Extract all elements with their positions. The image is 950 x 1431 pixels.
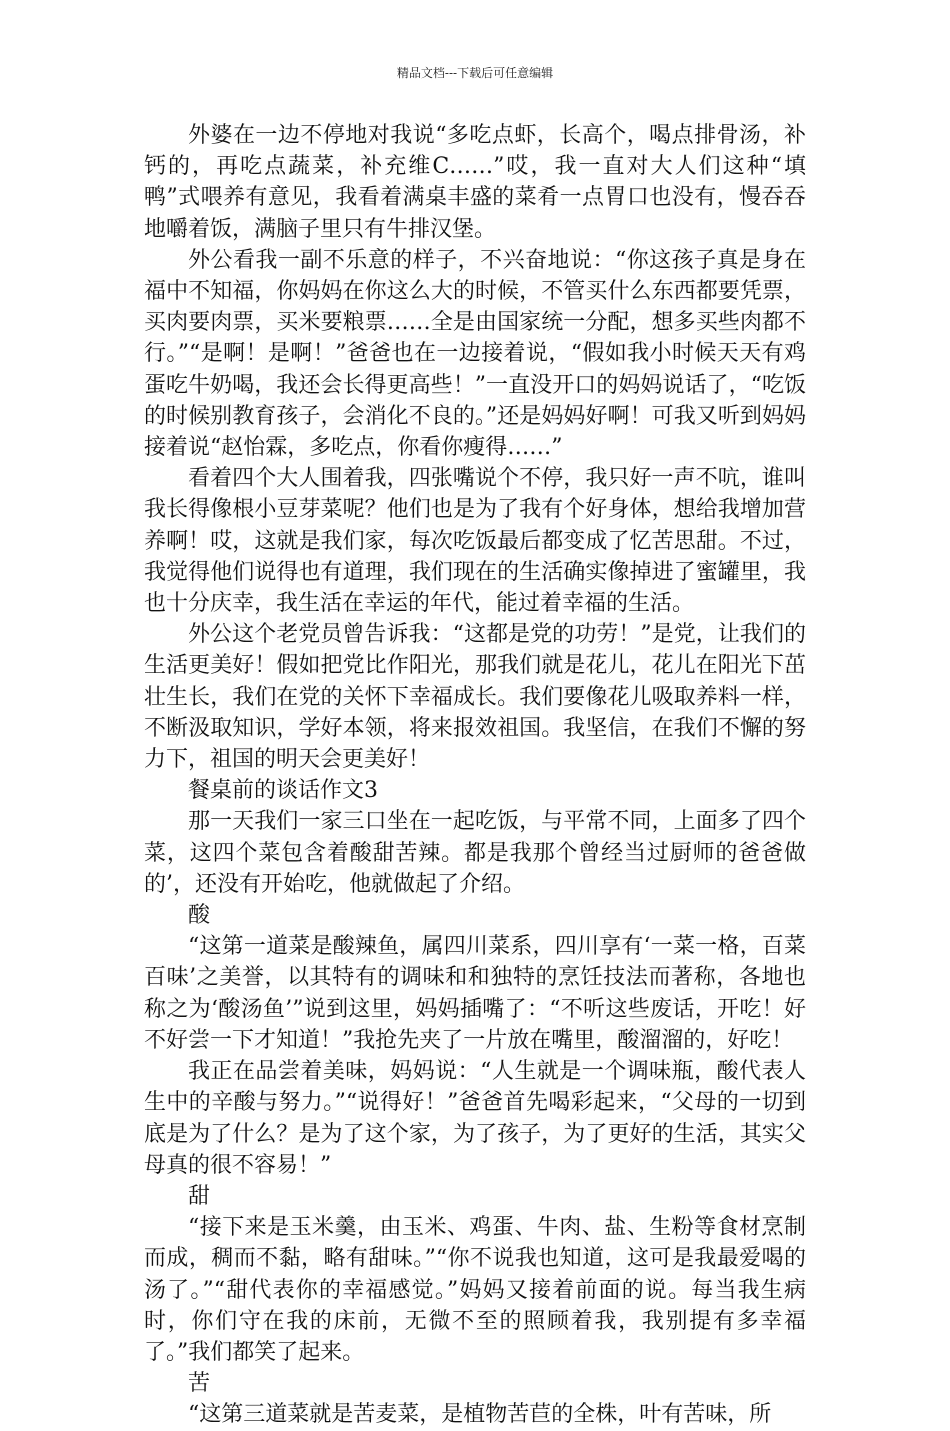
paragraph-4: 外公这个老党员曾告诉我：“这都是党的功劳！”是党，让我们的生活更美好！假如把党比作阳光，那我们就是花儿，花儿在阳光下茁壮生长，我们在党的关怀下幸福成长。我们要像花儿吸取养料一样，不断汲取知识，学好本领，将来报效祖国。我坚信，在我们不懈的努力下，祖国的明天会更美好！ <box>144 622 806 773</box>
paragraph-2: 外公看我一副不乐意的样子，不兴奋地说：“你这孩子真是身在福中不知福，你妈妈在你这么大的时候，不管买什么东西都要凭票，买肉要肉票，买米要粮票……全是由国家统一分配，想多买些肉都不行。”“是啊！是啊！”爸爸也在一边接着说，“假如我小时候天天有鸡蛋吃牛奶喝，我还会长得更高些！”一直没开口的妈妈说话了，“吃饭的时候别教育孩子，会消化不良的。”还是妈妈好啊！可我又听到妈妈接着说“赵怡霖，多吃点，你看你瘦得……” <box>144 247 806 461</box>
sour-paragraph-1: “这第一道菜是酸辣鱼，属四川菜系，四川享有‘一菜一格，百菜百味’之美誉，以其特有的调味和和独特的烹饪技法而著称，各地也称之为‘酸汤鱼’”说到这里，妈妈插嘴了：“不听这些废话，开吃！好不好尝一下才知道！”我抢先夹了一片放在嘴里，酸溜溜的，好吃！ <box>144 934 806 1053</box>
bitter-label: 苦 <box>188 1371 211 1397</box>
paragraph-1: 外婆在一边不停地对我说“多吃点虾，长高个，喝点排骨汤，补钙的，再吃点蔬菜，补充维C……”哎，我一直对大人们这种“填鸭”式喂养有意见，我看着满桌丰盛的菜肴一点胃口也没有，慢吞吞地嚼着饭，满脑子里只有牛排汉堡。 <box>144 123 806 242</box>
paragraph-3: 看着四个大人围着我，四张嘴说个不停，我只好一声不吭，谁叫我长得像根小豆芽菜呢？他们也是为了我有个好身体，想给我增加营养啊！哎，这就是我们家，每次吃饭最后都变成了忆苦思甜。不过，我觉得他们说得也有道理，我们现在的生活确实像掉进了蜜罐里，我也十分庆幸，我生活在幸运的年代，能过着幸福的生活。 <box>144 466 806 617</box>
section-title: 餐桌前的谈话作文3 <box>188 778 378 804</box>
sour-paragraph-2: 我正在品尝着美味，妈妈说：“人生就是一个调味瓶，酸代表人生中的辛酸与努力。”“说得好！”爸爸首先喝彩起来，“父母的一切到底是为了什么？是为了这个家，为了孩子，为了更好的生活，其实父母真的很不容易！” <box>144 1059 806 1178</box>
intro-paragraph: 那一天我们一家三口坐在一起吃饭，与平常不同，上面多了四个菜，这四个菜包含着酸甜苦辣。都是我那个曾经当过厨师的爸爸做的’，还没有开始吃，他就做起了介绍。 <box>144 809 806 897</box>
sweet-label: 甜 <box>188 1183 211 1209</box>
sweet-paragraph-1: “接下来是玉米羹，由玉米、鸡蛋、牛肉、盐、生粉等食材烹制而成，稠而不黏，略有甜味。”“你不说我也知道，这可是我最爱喝的汤了。”“甜代表你的幸福感觉。”妈妈又接着前面的说。每当我生病时，你们守在我的床前，无微不至的照顾着我，我别提有多幸福了。”我们都笑了起来。 <box>144 1215 806 1365</box>
bitter-paragraph-1: “这第三道菜就是苦麦菜，是植物苦苣的全株，叶有苦味，所 <box>188 1402 772 1428</box>
page-header: 精品文档---下载后可任意编辑 <box>396 66 554 80</box>
sour-label: 酸 <box>188 903 211 929</box>
document-body <box>144 120 806 1431</box>
